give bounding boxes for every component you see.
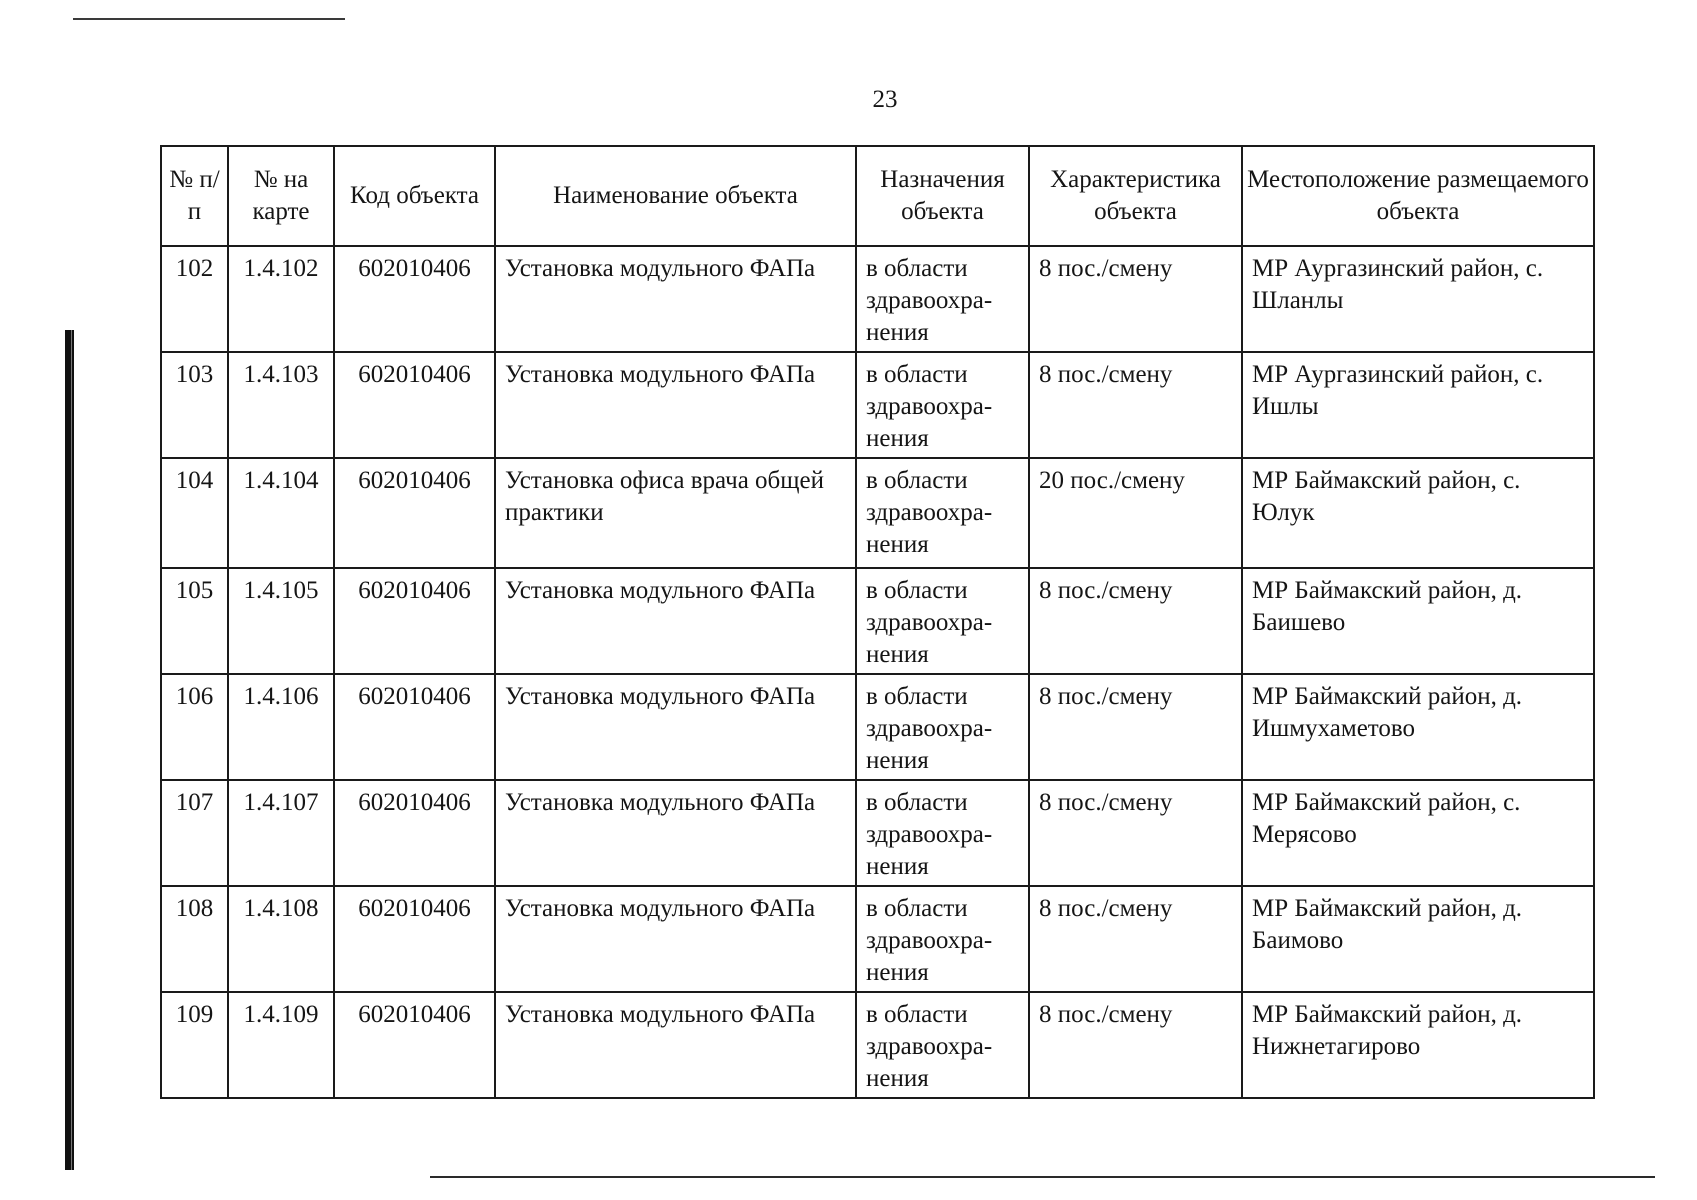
cell-object-code: 602010406 [334,246,495,352]
cell-object-spec: 8 пос./смену [1029,992,1242,1098]
cell-map-number: 1.4.109 [228,992,334,1098]
cell-object-spec: 8 пос./смену [1029,674,1242,780]
scan-edge-line-bottom [430,1176,1655,1178]
page-number: 23 [872,86,898,113]
cell-object-name: Установка модульного ФАПа [495,246,856,352]
header-object-code: Код объекта [334,146,495,246]
cell-object-code: 602010406 [334,352,495,458]
cell-object-name: Установка модульного ФАПа [495,568,856,674]
cell-row-number: 102 [161,246,228,352]
table-header-row [161,146,1594,246]
cell-row-number: 106 [161,674,228,780]
cell-object-location: МР Аургазинский район, с. Шланлы [1242,246,1594,352]
cell-map-number: 1.4.104 [228,458,334,568]
cell-row-number: 104 [161,458,228,568]
cell-object-location: МР Баймакский район, д. Баимово [1242,886,1594,992]
cell-object-name: Установка модульного ФАПа [495,992,856,1098]
cell-row-number: 108 [161,886,228,992]
header-map-number: № на карте [228,146,334,246]
cell-object-code: 602010406 [334,568,495,674]
table-row [161,246,1594,352]
cell-map-number: 1.4.102 [228,246,334,352]
table-row [161,674,1594,780]
cell-object-purpose: в области здравоохра-нения [856,992,1029,1098]
cell-object-location: МР Баймакский район, с. Мерясово [1242,780,1594,886]
cell-object-code: 602010406 [334,886,495,992]
cell-object-name: Установка модульного ФАПа [495,886,856,992]
header-object-spec: Характеристика объекта [1029,146,1242,246]
cell-object-name: Установка модульного ФАПа [495,352,856,458]
cell-map-number: 1.4.103 [228,352,334,458]
cell-object-code: 602010406 [334,992,495,1098]
cell-object-location: МР Баймакский район, с. Юлук [1242,458,1594,568]
cell-object-spec: 8 пос./смену [1029,780,1242,886]
cell-object-location: МР Баймакский район, д. Ишмухаметово [1242,674,1594,780]
header-object-location: Местоположение размещаемого объекта [1242,146,1594,246]
cell-object-code: 602010406 [334,674,495,780]
header-object-name: Наименование объекта [495,146,856,246]
cell-row-number: 109 [161,992,228,1098]
cell-map-number: 1.4.108 [228,886,334,992]
cell-object-code: 602010406 [334,458,495,568]
cell-object-code: 602010406 [334,780,495,886]
cell-object-spec: 20 пос./смену [1029,458,1242,568]
cell-object-spec: 8 пос./смену [1029,352,1242,458]
cell-map-number: 1.4.105 [228,568,334,674]
cell-map-number: 1.4.106 [228,674,334,780]
cell-object-purpose: в области здравоохра-нения [856,458,1029,568]
cell-map-number: 1.4.107 [228,780,334,886]
cell-object-purpose: в области здравоохра-нения [856,886,1029,992]
cell-object-name: Установка модульного ФАПа [495,674,856,780]
table-row [161,886,1594,992]
table-row [161,568,1594,674]
scan-edge-bar-left [65,330,74,1170]
table-row [161,992,1594,1098]
cell-object-location: МР Аургазинский район, с. Ишлы [1242,352,1594,458]
cell-object-purpose: в области здравоохра-нения [856,352,1029,458]
cell-row-number: 103 [161,352,228,458]
cell-object-spec: 8 пос./смену [1029,246,1242,352]
cell-object-location: МР Баймакский район, д. Баишево [1242,568,1594,674]
scan-edge-line-left [71,330,72,1170]
cell-object-name: Установка офиса врача общей практики [495,458,856,568]
cell-object-spec: 8 пос./смену [1029,886,1242,992]
scan-edge-line-top [73,18,345,20]
table-row [161,780,1594,886]
table-row [161,458,1594,568]
cell-object-purpose: в области здравоохра-нения [856,246,1029,352]
cell-object-purpose: в области здравоохра-нения [856,674,1029,780]
header-row-number: № п/п [161,146,228,246]
header-object-purpose: Назначения объекта [856,146,1029,246]
cell-object-spec: 8 пос./смену [1029,568,1242,674]
cell-row-number: 107 [161,780,228,886]
cell-object-name: Установка модульного ФАПа [495,780,856,886]
table-row [161,352,1594,458]
cell-object-purpose: в области здравоохра-нения [856,568,1029,674]
objects-table [160,145,1595,1099]
cell-object-location: МР Баймакский район, д. Нижнетагирово [1242,992,1594,1098]
cell-object-purpose: в области здравоохра-нения [856,780,1029,886]
cell-row-number: 105 [161,568,228,674]
